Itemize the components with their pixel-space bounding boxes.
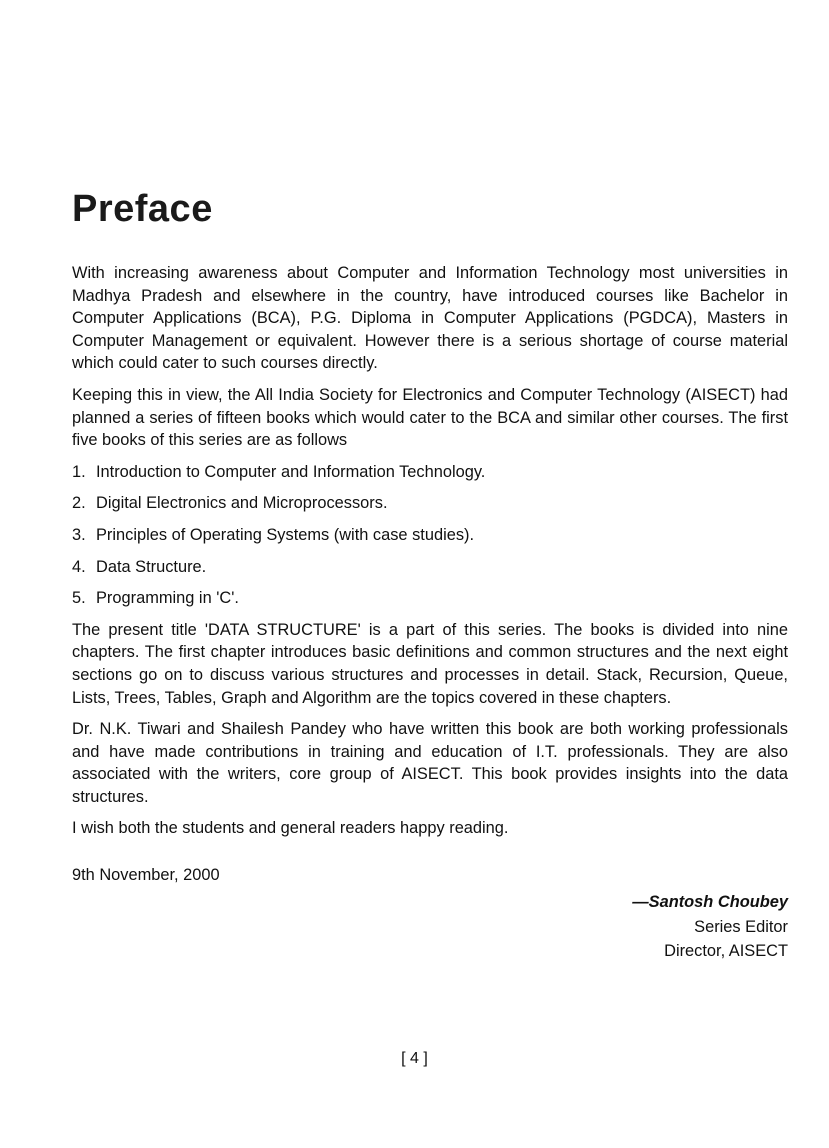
page-title: Preface xyxy=(72,188,213,230)
paragraph-closing: I wish both the students and general readers happy reading. xyxy=(72,819,509,838)
list-item-number: 1. xyxy=(72,462,86,481)
list-item xyxy=(72,587,788,610)
paragraph-authors: Dr. N.K. Tiwari and Shailesh Pandey who have written this book are both working professionals and have made contributions in training and education of I.T. professionals. They are also associated with the writers, core group of AISECT. This book provides insights into the data structures. xyxy=(72,720,788,806)
page-number: [ 4 ] xyxy=(401,1050,428,1067)
list-item-title: Data Structure. xyxy=(96,557,207,576)
preface-date: 9th November, 2000 xyxy=(72,866,220,884)
list-item-number: 3. xyxy=(72,525,86,544)
editor-organization: Director, AISECT xyxy=(664,942,788,960)
list-item xyxy=(72,524,788,547)
list-item-number: 2. xyxy=(72,494,86,513)
list-item-title: Programming in 'C'. xyxy=(96,589,239,608)
book-list xyxy=(72,461,788,610)
list-item-title: Principles of Operating Systems (with case studies). xyxy=(96,525,475,544)
preface-body xyxy=(72,262,788,849)
paragraph-intro: With increasing awareness about Computer and Information Technology most universities in Madhya Pradesh and elsewhere in the country, have introduced courses like Bachelor in Computer Applications (BCA), P.G. Diploma in Computer Applications (PGDCA), Masters in Computer Management or equivalent. However there is a serious shortage of course material which could cater to such courses directly. xyxy=(72,264,788,373)
list-item-number: 5. xyxy=(72,589,86,608)
list-item-title: Digital Electronics and Microprocessors. xyxy=(96,494,388,513)
editor-name: —Santosh Choubey xyxy=(632,893,788,911)
paragraph-series: Keeping this in view, the All India Society for Electronics and Computer Technology (AISECT) had planned a series of fifteen books which would cater to the BCA and similar other courses. The first five books of this series are as follows xyxy=(72,385,788,450)
list-item xyxy=(72,492,788,515)
list-item xyxy=(72,556,788,579)
list-item xyxy=(72,461,788,484)
list-item-title: Introduction to Computer and Information Technology. xyxy=(96,462,486,481)
list-item-number: 4. xyxy=(72,557,86,576)
paragraph-title-info: The present title 'DATA STRUCTURE' is a part of this series. The books is divided into nine chapters. The first chapter introduces basic definitions and common structures and the next eight sections go on to discuss various structures and processes in detail. Stack, Recursion, Queue, Lists, Trees, Tables, Graph and Algorithm are the topics covered in these chapters. xyxy=(72,620,788,707)
signature-block xyxy=(632,890,788,964)
editor-role: Series Editor xyxy=(694,917,788,936)
